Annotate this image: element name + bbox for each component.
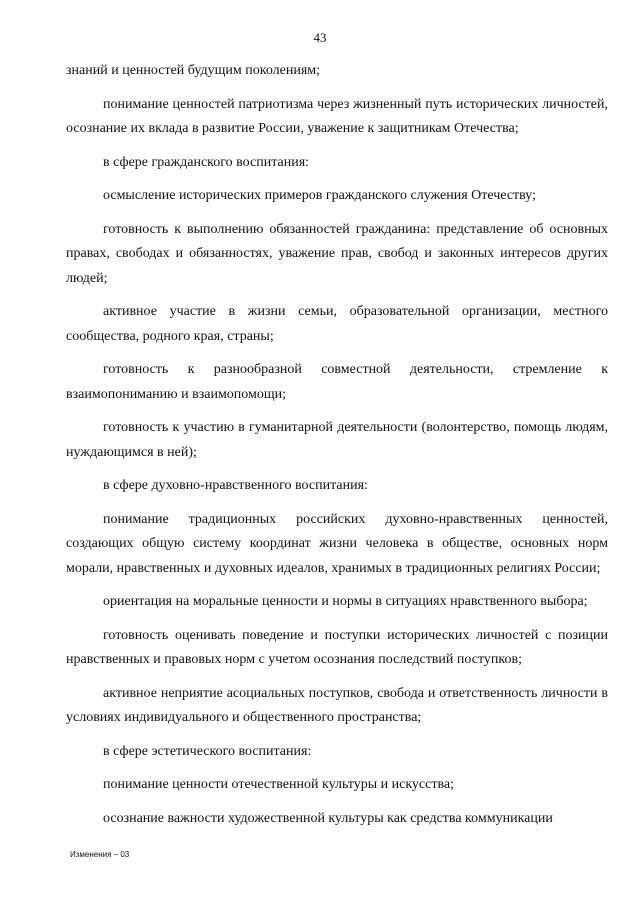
paragraph-12: готовность оценивать поведение и поступки исторических личностей с позиции нравственных и правовых норм с учетом осознания последствий поступков; (66, 627, 608, 668)
paragraph-1: знаний и ценностей будущим поколениям; (66, 63, 321, 78)
section-heading-aesthetic: в сфере эстетического воспитания: (103, 743, 312, 759)
paragraph-7: готовность к разнообразной совместной деятельности, стремление к взаимопониманию и взаимопомощи; (66, 362, 608, 402)
page-number: 43 (313, 30, 327, 45)
paragraph-10: понимание традиционных российских духовно-нравственных ценностей, создающих общую систему координат жизни человека в обществе, основных норм морали, нравственных и духовных идеалов, хранимых в традиционных религиях России; (66, 511, 608, 576)
paragraph-6: активное участие в жизни семьи, образовательной организации, местного сообщества, родного края, страны; (66, 304, 608, 344)
paragraph-5: готовность к выполнению обязанностей гражданина: представление об основных правах, свободах и обязанностях, уважение прав, свобод и законных интересов других людей; (66, 221, 608, 286)
paragraph-2: понимание ценностей патриотизма через жизненный путь исторических личностей, осознание их вклада в развитие России, уважение к защитникам Отечества; (66, 96, 608, 136)
paragraph-8: готовность к участию в гуманитарной деятельности (волонтерство, помощь людям, нуждающимся в ней); (66, 420, 608, 460)
section-heading-spiritual: в сфере духовно-нравственного воспитания: (103, 478, 368, 494)
paragraph-4: осмысление исторических примеров гражданского служения Отечеству; (103, 188, 537, 204)
body-text (66, 59, 608, 841)
footer-revision: Изменения – 03 (70, 850, 130, 859)
paragraph-15: понимание ценности отечественной культуры и искусства; (103, 777, 455, 793)
paragraph-11: ориентация на моральные ценности и нормы в ситуациях нравственного выбора; (103, 594, 588, 610)
section-heading-civic: в сфере гражданского воспитания: (103, 154, 310, 170)
paragraph-16: осознание важности художественной культуры как средства коммуникации (103, 810, 553, 826)
paragraph-13: активное неприятие асоциальных поступков, свобода и ответственность личности в условиях индивидуального и общественного пространства; (66, 685, 608, 726)
